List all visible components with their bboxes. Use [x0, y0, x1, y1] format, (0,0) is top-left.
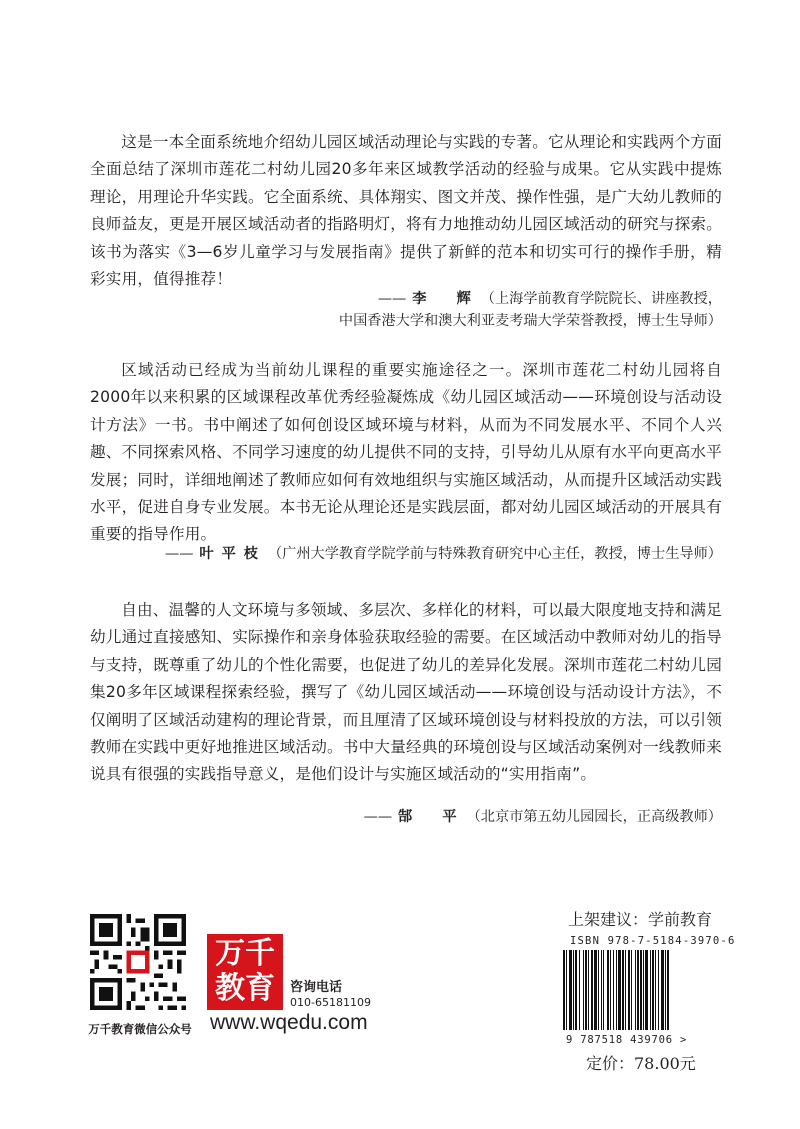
author-name: 叶平枝 — [199, 546, 266, 562]
review-attribution-3 — [364, 806, 722, 828]
attribution-dash: —— — [363, 809, 393, 825]
attribution-dash: —— — [165, 546, 194, 562]
logo-text-line2: 教育 — [215, 971, 275, 1006]
qr-code-icon[interactable] — [90, 914, 186, 1010]
price: 定价：78.00元 — [586, 1054, 696, 1073]
review-paragraph-2: 区域活动已经成为当前幼儿课程的重要实施途径之一。深圳市莲花二村幼儿园将自2000年以来积累的区域课程改革优秀经验凝炼成《幼儿园区域活动——环境创设与活动设计方法》一书。书中阐述了如何创设区域环境与材料，从而为不同发展水平、不同个人兴趣、不同探索风格、不同学习速度的幼儿提供不同的支持，引导幼儿从原有水平向更高水平发展；同时，详细地阐述了教师应如何有效地组织与实施区域活动，从而提升区域活动实践水平，促进自身专业发展。本书无论从理论还是实践层面，都对幼儿园区域活动的开展具有重要的指导作用。 — [90, 361, 722, 544]
review-attribution-1 — [339, 288, 722, 332]
author-name: 郜 平 — [398, 809, 465, 825]
review-paragraph-1: 这是一本全面系统地介绍幼儿园区域活动理论与实践的专著。它从理论和实践两个方面全面总结了深圳市莲花二村幼儿园20多年来区域教学活动的经验与成果。它从实践中提炼理论，用理论升华实践。它全面系统、具体翔实、图文并茂、操作性强，是广大幼儿教师的良师益友，更是开展区域活动者的指路明灯，将有力地推动幼儿园区域活动的研究与探索。该书为落实《3—6岁儿童学习与发展指南》提供了新鲜的范本和切实可行的操作手册，精彩实用，值得推荐！ — [90, 133, 722, 289]
author-title: （北京市第五幼儿园园长，正高级教师） — [466, 809, 722, 825]
publisher-website[interactable]: www.wqedu.com — [210, 1011, 368, 1034]
author-title-line2: 中国香港大学和澳大利亚麦考瑞大学荣誉教授，博士生导师） — [338, 313, 722, 329]
consult-label: 咨询电话 — [290, 980, 343, 995]
author-title: （上海学前教育学院院长、讲座教授， — [480, 291, 722, 307]
logo-text-line1: 万千 — [215, 936, 275, 971]
isbn-text: ISBN 978-7-5184-3970-6 — [570, 935, 736, 947]
barcode-icon — [561, 950, 721, 1030]
qr-caption: 万千教育微信公众号 — [88, 1022, 192, 1036]
publisher-logo — [207, 934, 283, 1010]
author-title: （广州大学教育学院学前与特殊教育研究中心主任，教授，博士生导师） — [267, 546, 722, 562]
consult-phone: 010-65181109 — [290, 996, 371, 1009]
attribution-dash: —— — [377, 291, 407, 307]
shelf-suggestion: 上架建议：学前教育 — [568, 910, 713, 929]
review-paragraph-3: 自由、温馨的人文环境与多领域、多层次、多样化的材料，可以最大限度地支持和满足幼儿通过直接感知、实际操作和亲身体验获取经验的需要。在区域活动中教师对幼儿的指导与支持，既尊重了幼儿的个性化需要，也促进了幼儿的差异化发展。深圳市莲花二村幼儿园集20多年区域课程探索经验，撰写了《幼儿园区域活动——环境创设与活动设计方法》，不仅阐明了区域活动建构的理论背景，而且厘清了区域环境创设与材料投放的方法，可以引领教师在实践中更好地推进区域活动。书中大量经典的环境创设与区域活动案例对一线教师来说具有很强的实践指导意义，是他们设计与实施区域活动的“实用指南”。 — [90, 601, 722, 784]
review-attribution-2 — [165, 543, 722, 565]
author-name: 李 辉 — [412, 291, 479, 307]
barcode-number: 9 787518 439706 > — [566, 1034, 688, 1046]
